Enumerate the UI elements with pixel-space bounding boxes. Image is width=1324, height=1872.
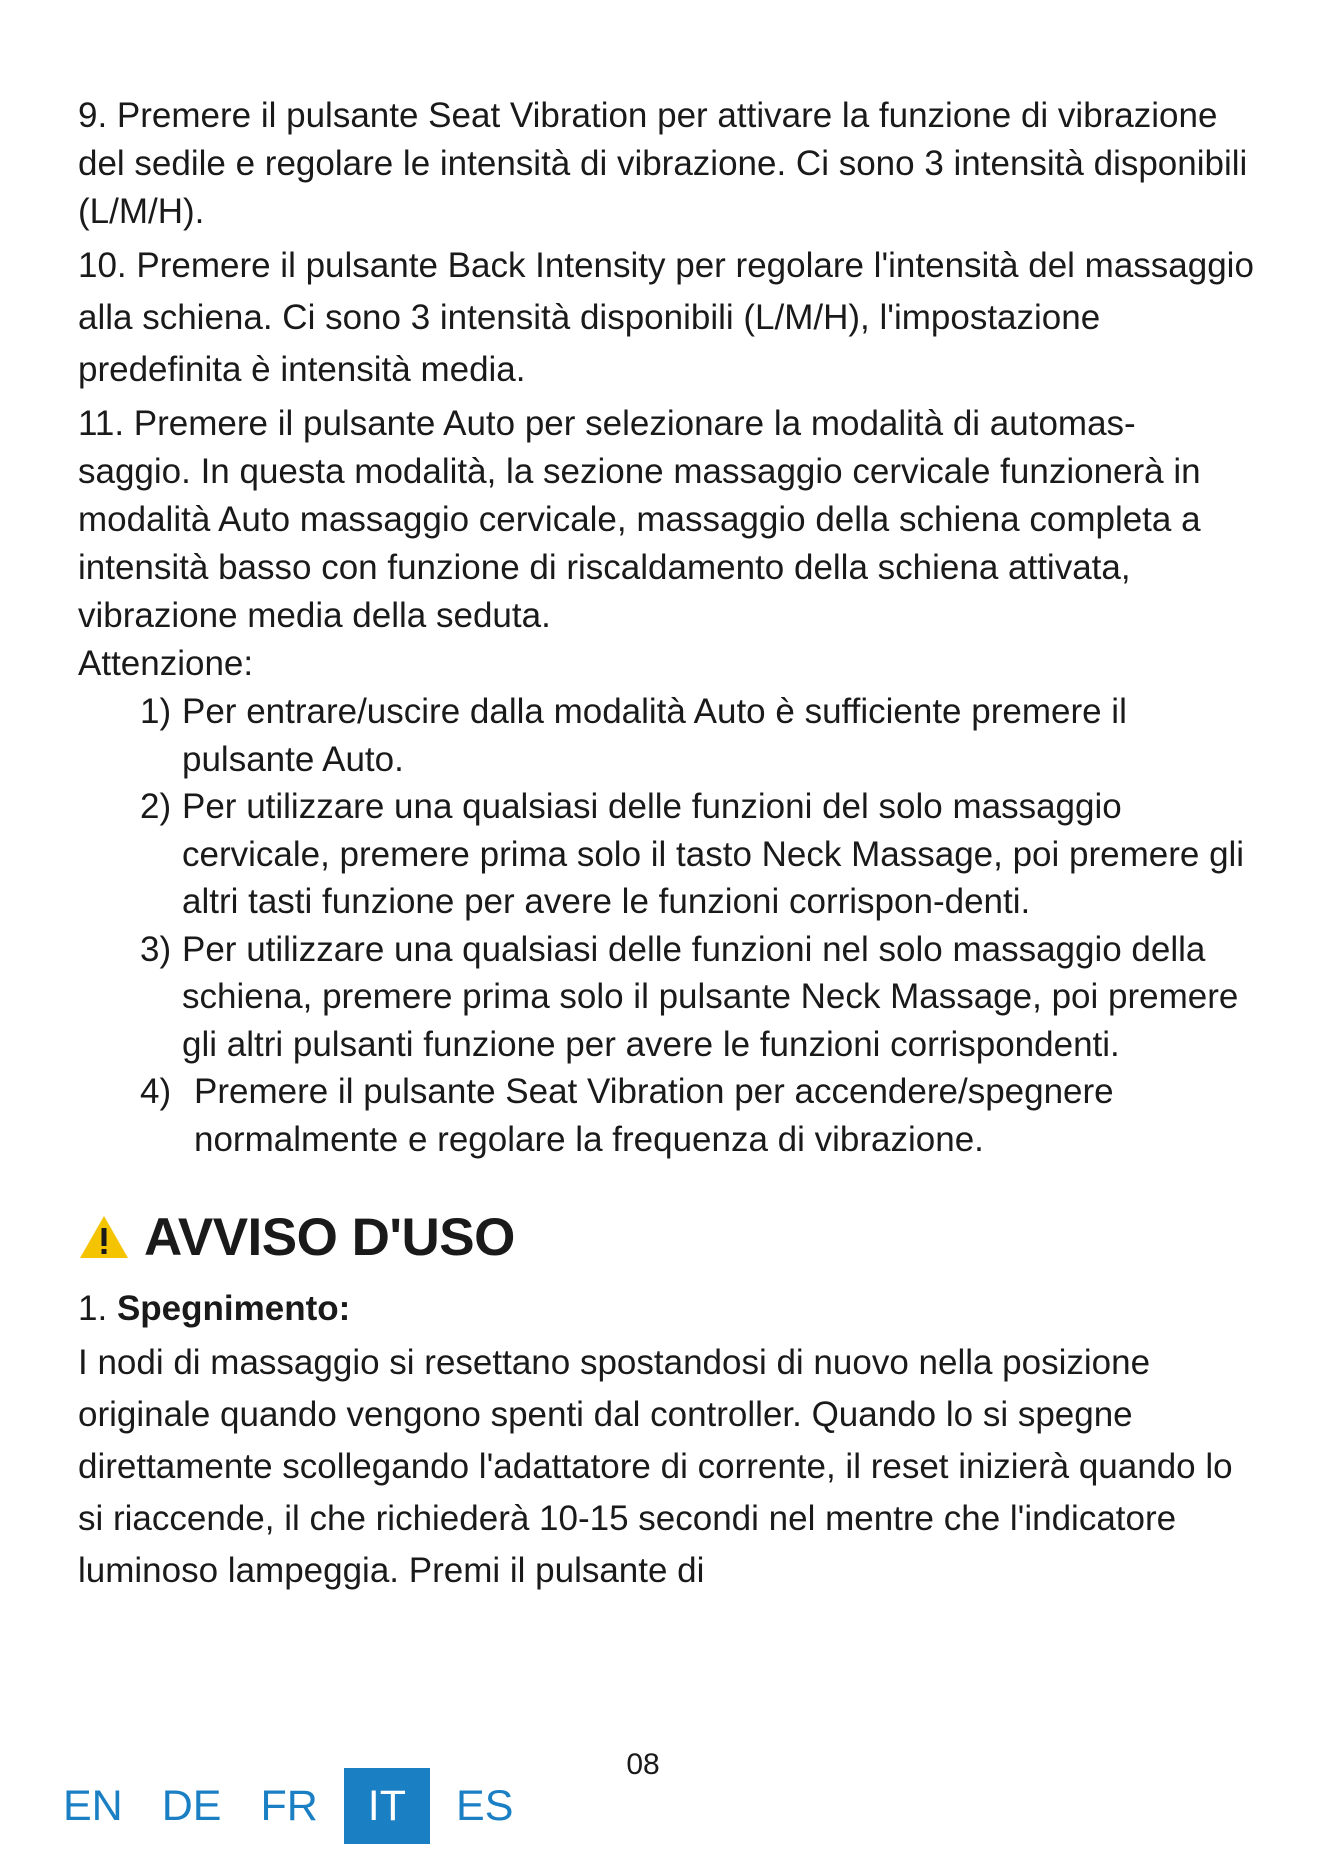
page-number: 08 <box>626 1748 660 1781</box>
sub-heading-number: 1. <box>78 1289 108 1328</box>
language-tab-en[interactable]: EN <box>63 1782 123 1830</box>
note-item <box>78 1068 1258 1163</box>
paragraph-11 <box>78 400 1258 640</box>
page-body <box>78 92 1258 1632</box>
language-tabs <box>50 1768 539 1844</box>
note-text: Per utilizzare una qualsiasi delle funzioni nel solo massaggio della schiena, premere prima solo il pulsante Neck Massage, poi premere gli altri pulsanti funzione per avere le funzioni corrispondenti. <box>182 929 1239 1064</box>
note-item <box>78 783 1258 926</box>
note-number: 1) <box>140 692 172 731</box>
language-tab-es[interactable]: ES <box>456 1782 514 1830</box>
paragraph-9: 9. Premere il pulsante Seat Vibration per attivare la funzione di vibrazione del sedile e regolare le intensità di vibrazione. Ci sono 3 intensità disponibili (L/M/H). <box>78 96 1248 231</box>
attention-notes <box>78 688 1258 1163</box>
note-item <box>78 926 1258 1069</box>
note-number: 2) <box>140 787 172 826</box>
note-item <box>78 688 1258 783</box>
language-tab-fr[interactable]: FR <box>260 1782 318 1830</box>
note-text: Per utilizzare una qualsiasi delle funzioni del solo massaggio cervicale, premere prima solo il tasto Neck Massage, poi premere gli altri tasti funzione per avere le funzioni corrispon-denti. <box>182 787 1245 921</box>
section-title: AVVISO D'USO <box>144 1207 515 1267</box>
paragraph-11-line1: 11. Premere il pulsante Auto per selezionare la modalità di automas- <box>78 404 1136 443</box>
language-tab-de[interactable]: DE <box>161 1782 222 1830</box>
paragraph-11-rest: saggio. In questa modalità, la sezione massaggio cervicale funzionerà in modalità Auto massaggio cervicale, massaggio della schiena completa a intensità basso con funzione di riscaldamento della schiena attivata, vibrazione media della seduta. <box>78 452 1201 635</box>
note-text: Premere il pulsante Seat Vibration per accendere/spegnere normalmente e regolare la frequenza di vibrazione. <box>194 1072 1114 1159</box>
note-text: Per entrare/uscire dalla modalità Auto è sufficiente premere il pulsante Auto. <box>182 692 1127 779</box>
attention-label: Attenzione: <box>78 644 254 683</box>
language-tab-it[interactable]: IT <box>344 1768 430 1844</box>
warning-triangle-icon <box>78 1214 130 1260</box>
note-number: 4) <box>140 1072 172 1111</box>
sub-heading-title: Spegnimento: <box>116 1289 351 1328</box>
note-number: 3) <box>140 929 172 969</box>
section-heading <box>78 1205 1258 1269</box>
paragraph-10: 10. Premere il pulsante Back Intensity per regolare l'intensità del massaggio alla schiena. Ci sono 3 intensità disponibili (L/M/H), l'impostazione predefinita è intensità media. <box>78 246 1254 389</box>
spegnimento-body: I nodi di massaggio si resettano spostandosi di nuovo nella posizione originale quando vengono spenti dal controller. Quando lo si spegne direttamente scollegando l'adattatore di corrente, il reset inizierà quando lo si riaccende, il che richiederà 10-15 secondi nel mentre che l'indicatore luminoso lampeggia. Premi il pulsante di <box>78 1343 1233 1590</box>
sub-heading-spegnimento <box>78 1285 1258 1333</box>
